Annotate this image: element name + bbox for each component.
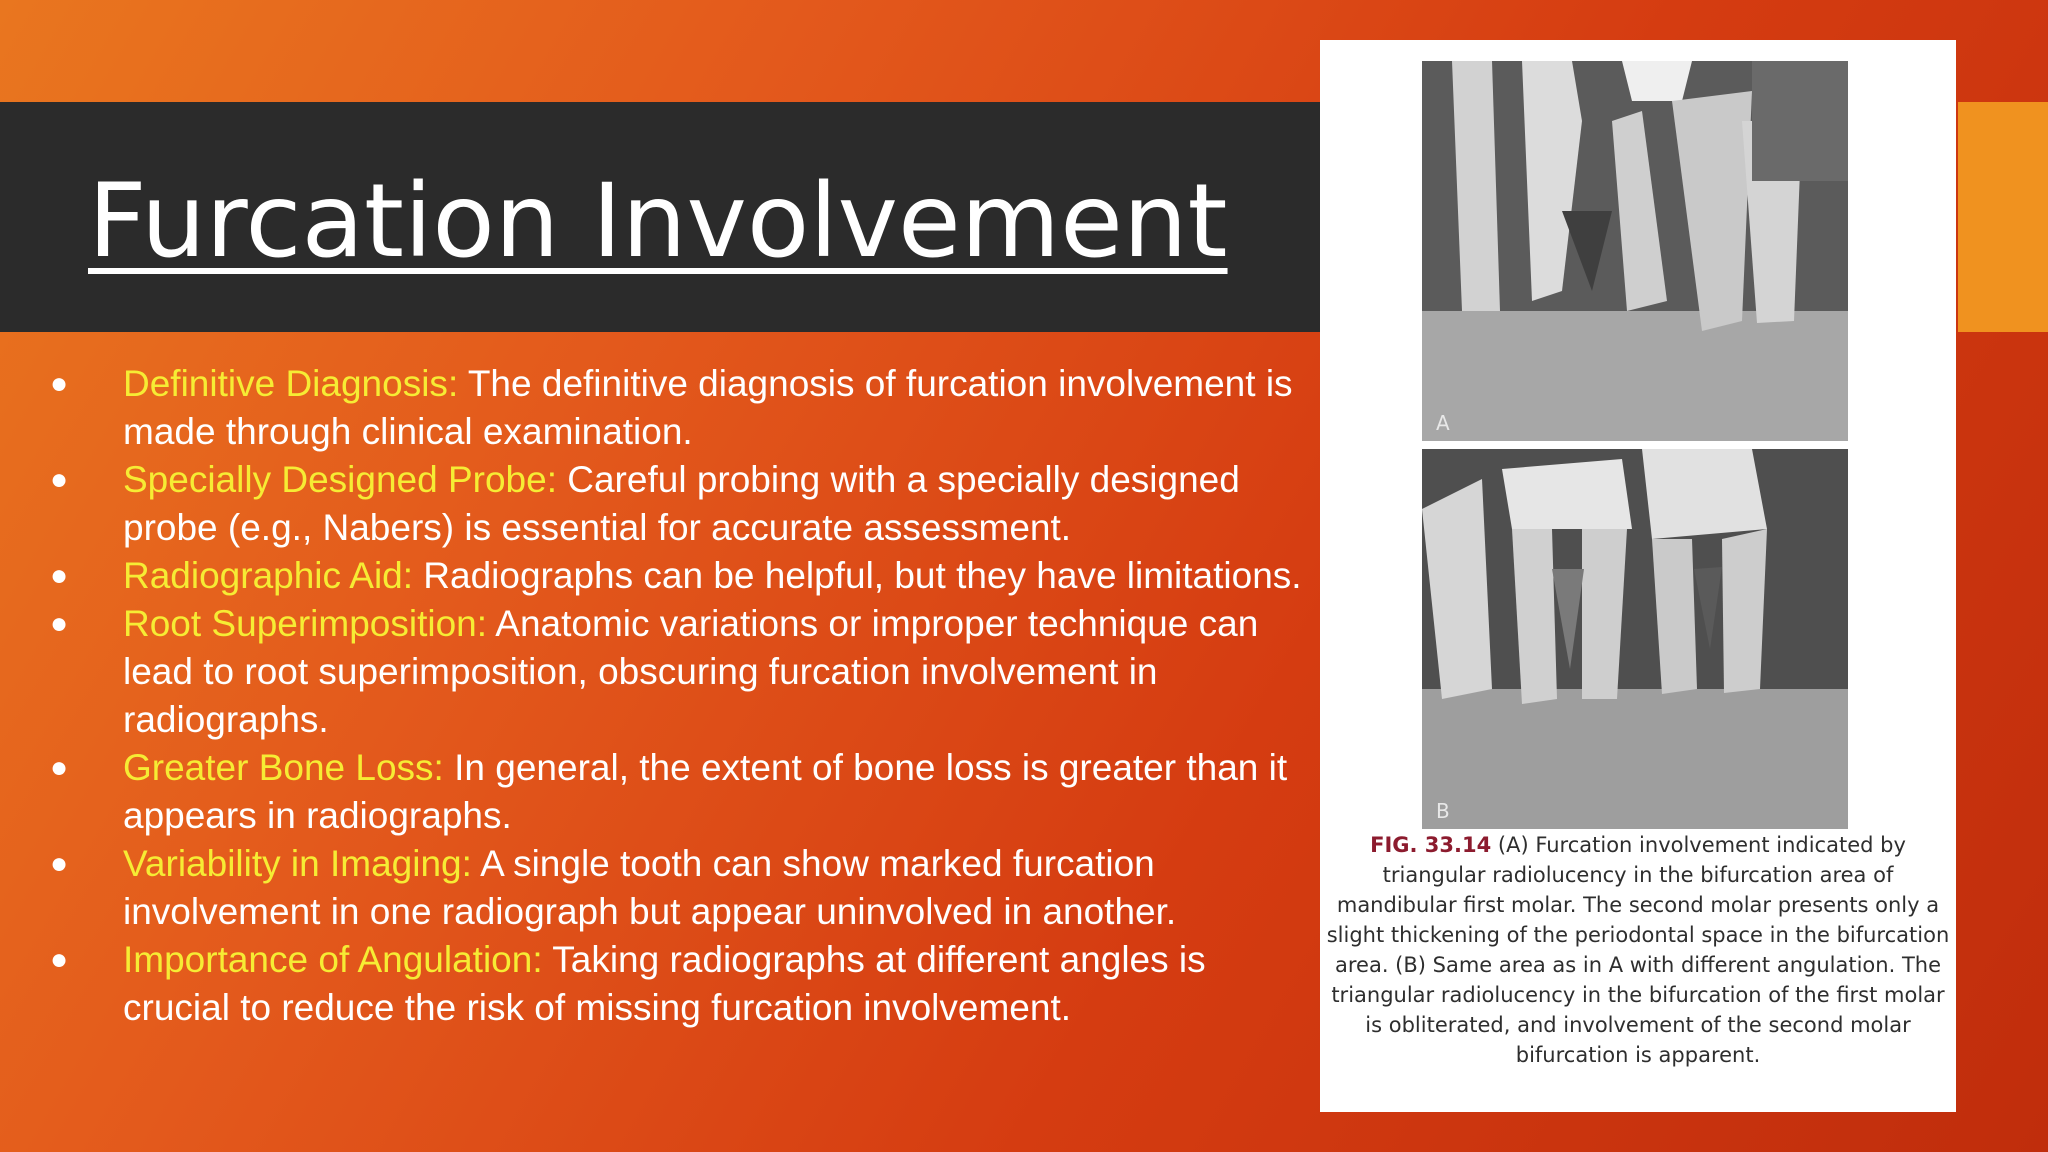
bullet-text: Radiographs can be helpful, but they have limitations. — [413, 555, 1302, 596]
bullet-key: Variability in Imaging: — [123, 843, 472, 884]
bullet-text: Taking radiographs at different angles is crucial to reduce the risk of missing furcation involvement. — [123, 939, 1206, 1028]
bullet-item — [50, 360, 1320, 456]
caption-text: (A) Furcation involvement indicated by triangular radiolucency in the bifurcation area of mandibular first molar. The second molar presents only a slight thickening of the periodontal space in the bifurcation area. (B) Same area as in A with different angulation. The triangular radiolucency in the bifurcation of the first molar is obliterated, and involvement of the second molar bifurcation is apparent. — [1326, 833, 1950, 1067]
bullet-dot-icon: ● — [50, 463, 69, 496]
bullet-text: In general, the extent of bone loss is greater than it appears in radiographs. — [123, 747, 1288, 836]
bullet-separator: : — [447, 363, 459, 404]
bullet-dot-icon: ● — [50, 559, 69, 592]
radiograph-a-image — [1422, 61, 1848, 441]
bullet-item — [50, 744, 1320, 840]
bullet-item — [50, 936, 1320, 1032]
bullet-list — [50, 360, 1320, 1032]
bullet-item — [50, 600, 1320, 744]
bullet-text: A single tooth can show marked furcation involvement in one radiograph but appear uninvolved in another. — [123, 843, 1177, 932]
bullet-item — [50, 552, 1320, 600]
accent-block — [1958, 102, 2048, 332]
bullet-key: Root Superimposition: — [123, 603, 488, 644]
slide-title: Furcation Involvement — [88, 162, 1228, 281]
radiograph-panel-b — [1422, 449, 1848, 829]
bullet-text: Careful probing with a specially designed probe (e.g., Nabers) is essential for accurate assessment. — [123, 459, 1240, 548]
bullet-dot-icon: ● — [50, 847, 69, 880]
bullet-text: The definitive diagnosis of furcation involvement is made through clinical examination. — [123, 363, 1293, 452]
bullet-dot-icon: ● — [50, 367, 69, 400]
bullet-key: Specially Designed Probe: — [123, 459, 557, 500]
bullet-item — [50, 840, 1320, 936]
figure-card — [1320, 40, 1956, 1112]
figure-caption — [1320, 830, 1956, 1070]
radiograph-b-image — [1422, 449, 1848, 829]
bullet-dot-icon: ● — [50, 751, 69, 784]
panel-b-label: B — [1436, 799, 1450, 823]
bullet-key: Radiographic Aid: — [123, 555, 414, 596]
bullet-dot-icon: ● — [50, 607, 69, 640]
bullet-key: Importance of Angulation: — [123, 939, 543, 980]
bullet-key: Greater Bone Loss: — [123, 747, 444, 788]
bullet-text: Anatomic variations or improper technique can lead to root superimposition, obscuring furcation involvement in radiographs. — [123, 603, 1259, 740]
bullet-key: Definitive Diagnosis — [123, 363, 448, 404]
bullet-dot-icon: ● — [50, 943, 69, 976]
figure-number: FIG. 33.14 — [1370, 833, 1492, 857]
radiograph-panel-a — [1422, 61, 1848, 441]
panel-a-label: A — [1436, 411, 1450, 435]
bullet-item — [50, 456, 1320, 552]
